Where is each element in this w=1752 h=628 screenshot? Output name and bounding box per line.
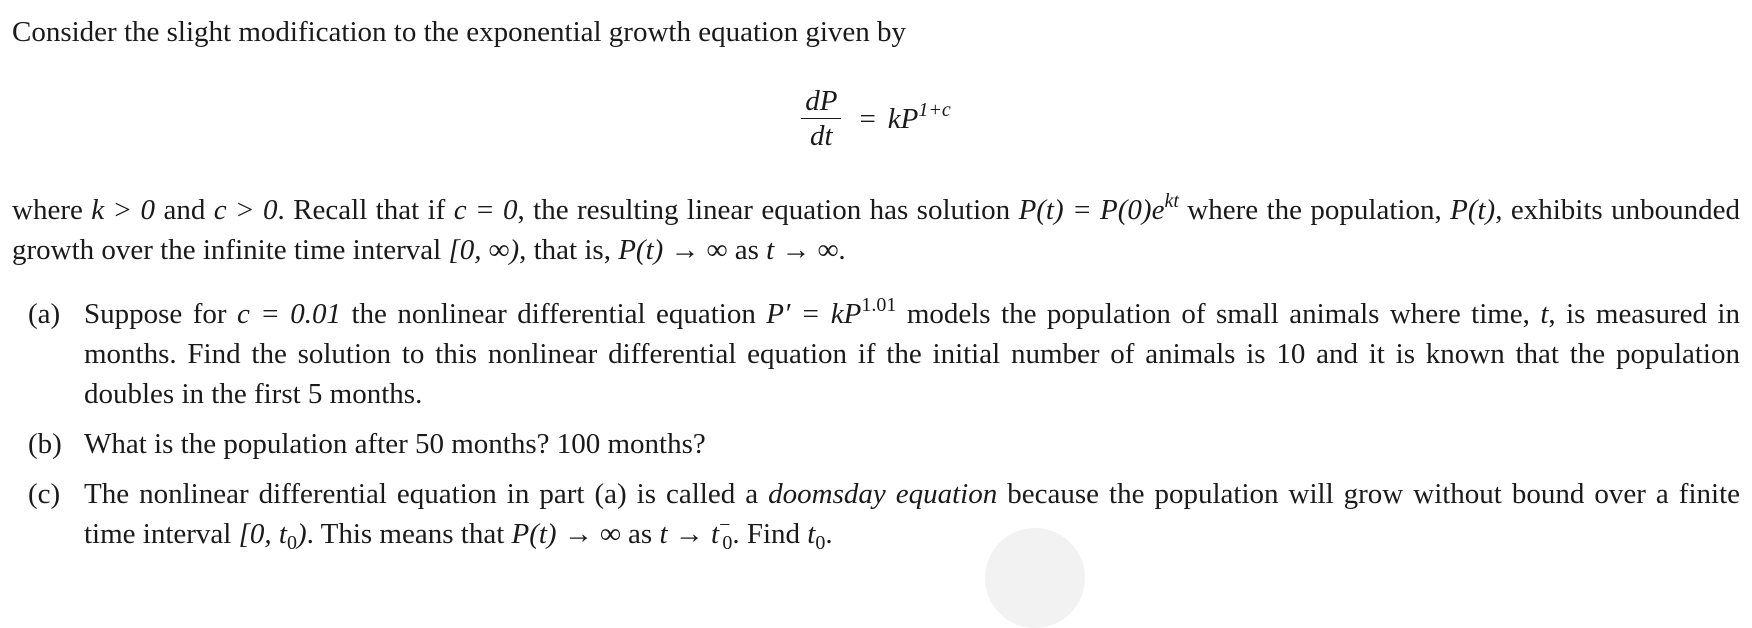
- fraction-denominator: dt: [810, 120, 833, 152]
- math-finite-interval: [238, 518, 307, 554]
- emphasized-term: doomsday equation: [768, 478, 998, 510]
- fraction-numerator: dP: [805, 85, 838, 117]
- question-text: [84, 294, 1740, 414]
- explanation-paragraph: [12, 190, 1740, 270]
- math-superscript: −: [719, 514, 731, 536]
- math-interval-end: ): [296, 518, 307, 550]
- question-text-run: . This means that: [306, 518, 512, 550]
- derivative-fraction: [801, 84, 841, 153]
- math-c-zero: c = 0: [453, 194, 518, 226]
- question-item-c: [28, 474, 1740, 554]
- equals-sign: =: [859, 102, 876, 135]
- question-text-run: because the population will grow without bound over a finite time interval: [84, 478, 1740, 550]
- para-text: , the resulting linear equation has solution: [517, 194, 1019, 226]
- math-solution-exponent: kt: [1164, 190, 1179, 212]
- question-text-run: models the population of small animals where time,: [896, 298, 1541, 330]
- math-nonlinear-exponent: 1.01: [861, 294, 897, 316]
- math-subscript: 0: [815, 532, 826, 554]
- math-c-value: c = 0.01: [236, 298, 342, 330]
- para-text: where the population,: [1178, 194, 1451, 226]
- para-text: . Recall that if: [277, 194, 454, 226]
- math-interval-start: [0, t: [238, 518, 287, 550]
- question-text-run: . Find: [732, 518, 808, 550]
- math-nonlinear-base: P′ = kP: [766, 298, 862, 330]
- question-list: [28, 294, 1740, 564]
- question-text-run: .: [825, 518, 833, 550]
- math-solution-base: P(t) = P(0)e: [1018, 194, 1165, 226]
- question-text-run: The nonlinear differential equation in part (a) is called a: [84, 478, 769, 510]
- math-limit: P(t) → ∞: [618, 234, 728, 266]
- question-text-run: Suppose for: [84, 298, 237, 330]
- question-text-run: the nonlinear differential equation: [341, 298, 767, 330]
- watermark-shape: [985, 528, 1085, 628]
- math-nonlinear-eq: [766, 294, 897, 330]
- para-text: , that is,: [519, 234, 619, 266]
- question-label: (a): [28, 298, 61, 330]
- para-text: where: [12, 194, 92, 226]
- intro-text: Consider the slight modification to the exponential growth equation given by: [12, 16, 907, 48]
- math-population: P(t): [1450, 194, 1496, 226]
- question-label: (c): [28, 478, 61, 510]
- rhs-base: kP: [887, 102, 919, 135]
- question-item-b: [28, 424, 1740, 464]
- math-t-approach: [659, 514, 733, 554]
- question-text-run: , is measured in months. Find the solution to this nonlinear differential equation if the initial number of animals is 10 and it is known that the population doubles in the first 5 months.: [84, 298, 1740, 410]
- math-t-approach-base: t → t: [659, 518, 720, 550]
- math-t-limit: t → ∞: [766, 234, 839, 266]
- question-item-a: [28, 294, 1740, 414]
- math-time: t: [1540, 298, 1549, 330]
- question-text: [84, 474, 1740, 554]
- rhs-exponent: 1+c: [918, 98, 951, 121]
- math-subscript: 0: [722, 532, 733, 554]
- math-solution: [1018, 190, 1179, 226]
- para-text: , exhibits unbounded growth over the infinite time interval: [12, 194, 1740, 266]
- math-k-positive: k > 0: [91, 194, 156, 226]
- display-equation: [0, 84, 1752, 153]
- para-text: as: [727, 234, 767, 266]
- equation-rhs: [888, 99, 951, 139]
- math-limit: P(t) → ∞: [511, 518, 621, 550]
- math-t0-base: t: [807, 518, 816, 550]
- question-text: What is the population after 50 months? 100 months?: [84, 428, 706, 460]
- question-label: (b): [28, 428, 62, 460]
- question-text-run: as: [620, 518, 660, 550]
- math-c-positive: c > 0: [213, 194, 278, 226]
- math-interval: [0, ∞): [448, 234, 520, 266]
- para-text: and: [155, 194, 214, 226]
- para-text: .: [838, 234, 846, 266]
- math-t0: [807, 518, 826, 554]
- math-subscript: 0: [286, 532, 297, 554]
